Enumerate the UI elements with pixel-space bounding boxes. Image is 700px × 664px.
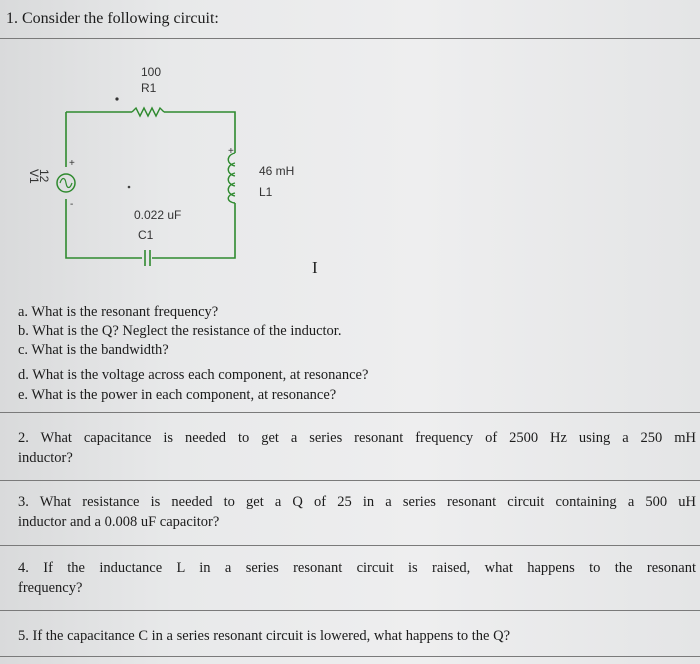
divider [0,480,700,481]
question-e: e. What is the power in each component, at resonance? [18,387,337,403]
source-name-label: V1 [27,169,41,184]
problem-2-line-1: 2. What capacitance is needed to get a series resonant frequency of 2500 Hz using a 250 mH [18,430,696,446]
capacitor-value-label: 0.022 uF [134,208,182,222]
source-polarity-plus: + [69,158,75,169]
problem-3-line-2: inductor and a 0.008 uF capacitor? [18,514,220,530]
question-a: a. What is the resonant frequency? [18,304,219,320]
inductor-symbol [228,153,235,203]
resistor-value-label: 100 [141,65,162,79]
problem-3-line-1: 3. What resistance is needed to get a Q of 25 in a series resonant circuit containing a 500 uH [18,494,696,510]
divider [0,38,700,39]
problem-2-line-2: inductor? [18,450,73,466]
divider [0,656,700,657]
node-dot [128,186,131,189]
question-d: d. What is the voltage across each component, at resonance? [18,367,369,383]
divider [0,545,700,546]
divider [0,412,700,413]
capacitor-name-label: C1 [138,228,154,242]
problem-2 [18,428,696,468]
inductor-value-label: 46 mH [259,164,295,178]
capacitor-symbol [145,250,150,266]
circuit-diagram [0,55,360,275]
problem-4-line-2: frequency? [18,580,83,596]
problem-4 [18,558,696,598]
inductor-name-label: L1 [259,185,273,199]
node-dot [115,97,118,100]
source-value-label: 12 [37,169,51,183]
resistor-name-label: R1 [141,81,157,95]
sine-wave-icon [60,179,72,188]
source-polarity-minus: - [70,199,74,210]
inductor-polarity-mark: + [228,146,234,157]
text-cursor-icon: I [312,258,318,277]
question-c: c. What is the bandwidth? [18,342,169,358]
question-b: b. What is the Q? Neglect the resistance of the inductor. [18,323,342,339]
divider [0,610,700,611]
problem-3 [18,492,696,532]
problem-5: 5. If the capacitance C in a series resonant circuit is lowered, what happens to the Q? [18,628,511,644]
page-title: 1. Consider the following circuit: [6,10,219,27]
problem-4-line-1: 4. If the inductance L in a series resonant circuit is raised, what happens to the resonant [18,560,696,576]
resistor-symbol [132,108,164,116]
